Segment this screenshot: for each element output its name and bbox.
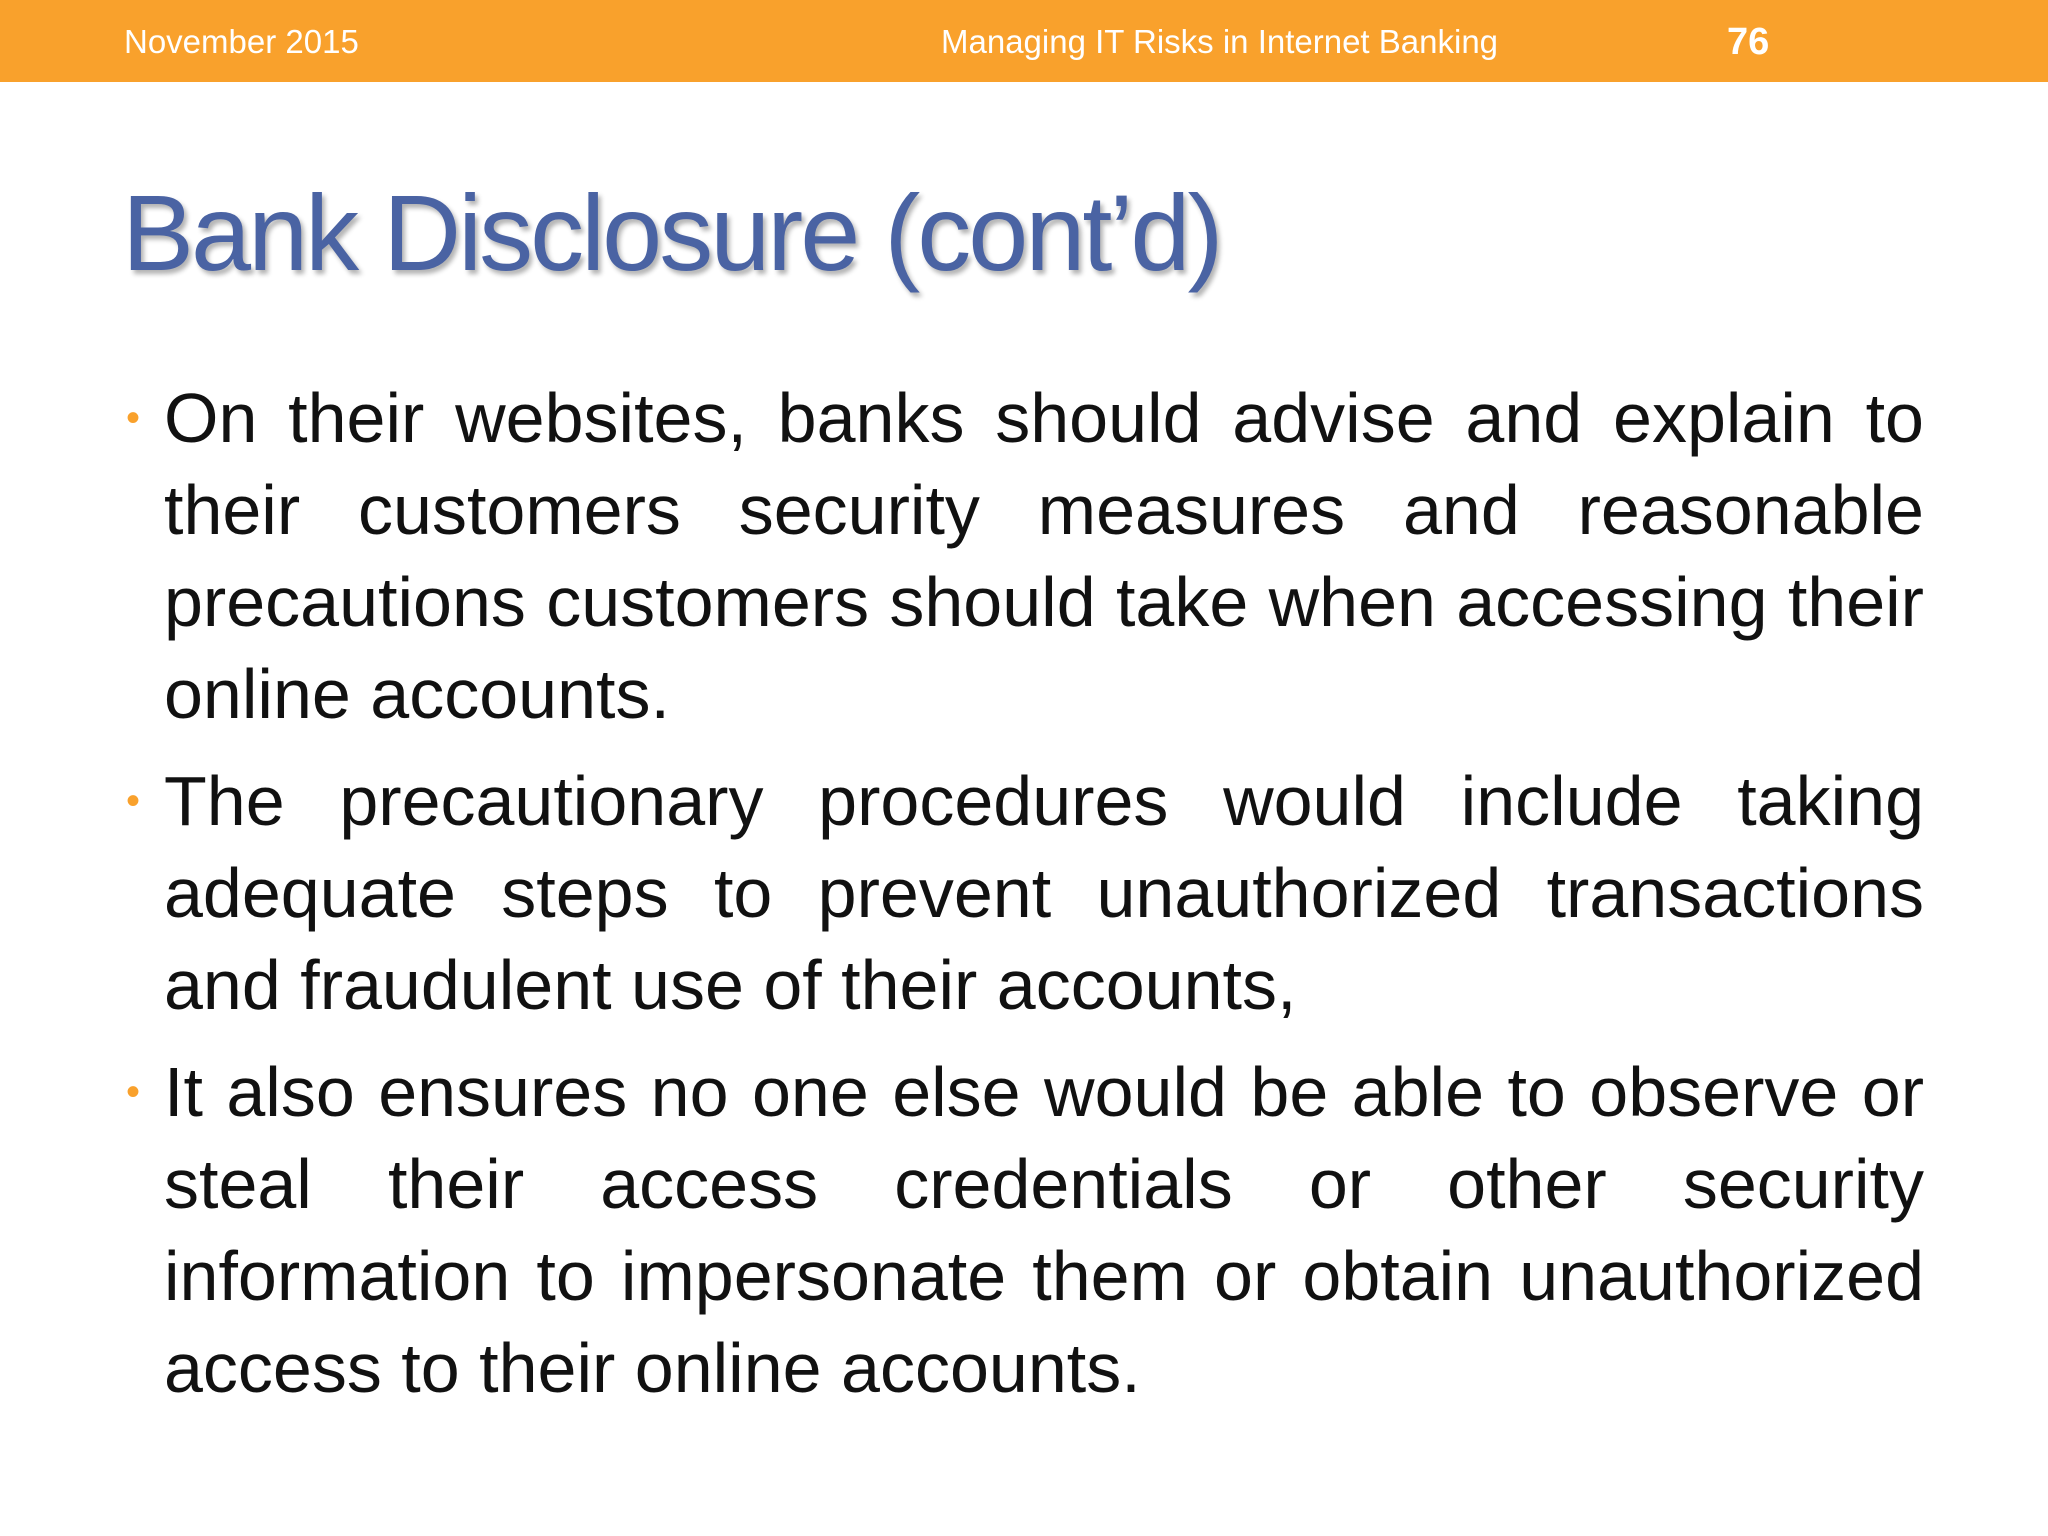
bullet-marker-icon: • (126, 1070, 141, 1114)
header-title: Managing IT Risks in Internet Banking (941, 23, 1499, 60)
bullet-item (122, 755, 1924, 1031)
bullet-item (122, 372, 1924, 740)
bullet-text: The precautionary procedures would include taking adequate steps to prevent unauthorized transactions and fraudulent use of their accounts, (164, 762, 1924, 1024)
header-date: November 2015 (124, 23, 359, 60)
page-number: 76 (1727, 21, 1770, 63)
bullet-text: It also ensures no one else would be able to observe or steal their access credentials or other security information to impersonate them or obtain unauthorized access to their online accounts. (164, 1053, 1924, 1407)
header-bar (0, 0, 2048, 82)
slide-title: Bank Disclosure (cont’d) (122, 172, 1221, 293)
bullet-item (122, 1046, 1924, 1414)
bullet-text: On their websites, banks should advise and explain to their customers security measures and reasonable precautions customers should take when accessing their online accounts. (164, 379, 1924, 733)
bullet-marker-icon: • (126, 396, 141, 440)
bullet-marker-icon: • (126, 779, 141, 823)
bullet-list (122, 372, 1924, 1429)
